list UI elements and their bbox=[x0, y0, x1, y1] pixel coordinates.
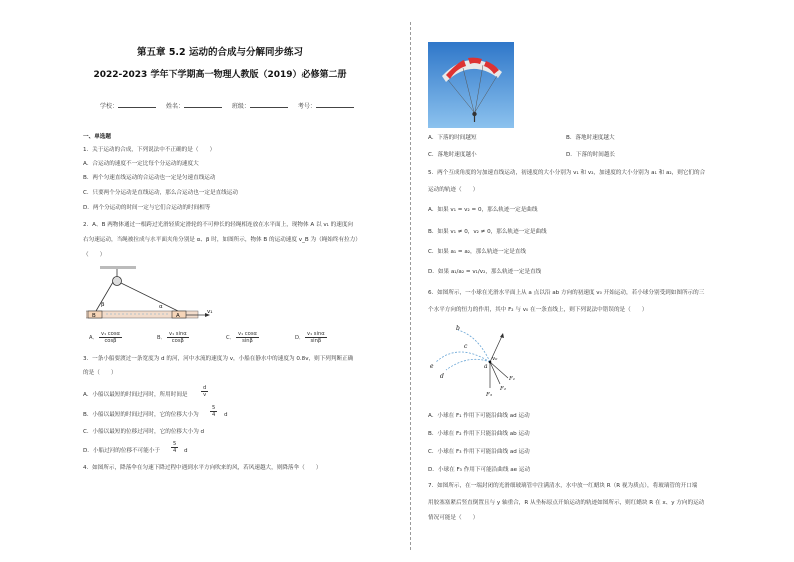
q6-option-a: A．小球在 F₁ 作用下可能沿曲线 ad 运动 bbox=[428, 413, 530, 419]
parachute-photo bbox=[428, 42, 514, 128]
q2-line-1: 2．A、B 两物体通过一根跨过光滑轻质定滑轮的不可伸长的轻绳相连放在水平面上，现物体 A 以 v₁ 的速度向 bbox=[83, 222, 354, 228]
q6-option-b: B．小球在 F₂ 作用下只能沿曲线 ab 运动 bbox=[428, 431, 530, 437]
q4-option-c: C．落地时速度越小 bbox=[428, 152, 477, 158]
q3-option-a: A．小船以最短的时间过河时，所用时间是 bbox=[83, 392, 188, 398]
document-title: 第五章 5.2 运动的合成与分解同步练习 bbox=[137, 47, 303, 58]
q1-stem: 1．关于运动的合成，下列说法中不正确的是（ ） bbox=[83, 147, 216, 153]
q4-stem: 4．如图所示，降落伞在匀速下降过程中遇到水平方向吹来的风，若风速越大，则降落伞（ ） bbox=[83, 465, 322, 471]
q3-option-d-fraction: $\frac{5}{4}$ bbox=[173, 441, 177, 454]
q3-option-d: D．小船过河的位移不可能小于 bbox=[83, 448, 161, 454]
skydiver-icon bbox=[472, 112, 476, 116]
id-label: 考号： bbox=[297, 103, 316, 110]
q2-pulley-figure bbox=[86, 262, 216, 324]
q3-line-2: 的是（ ） bbox=[83, 370, 117, 376]
q5-line-1: 5．两个互成角度的匀加速直线运动，初速度的大小分别为 v₁ 和 v₂，加速度的大小分别为 a₁ 和 a₂，则它们的合 bbox=[428, 170, 706, 176]
arrowhead-icon bbox=[500, 333, 504, 338]
q5-option-a: A．如果 v₁ = v₂ = 0，那么轨迹一定是曲线 bbox=[428, 207, 538, 213]
name-blank bbox=[184, 101, 222, 108]
curve-ae bbox=[436, 352, 490, 362]
q3-option-d-suffix: d bbox=[184, 448, 188, 454]
curve-ab bbox=[458, 330, 490, 362]
svg-text:d: d bbox=[440, 373, 444, 380]
svg-text:e: e bbox=[430, 363, 434, 370]
q2-option-d: D． v₁ sinα sinβ bbox=[295, 331, 325, 344]
svg-text:F₃: F₃ bbox=[486, 392, 493, 398]
label-a: A bbox=[176, 313, 180, 319]
label-alpha: α bbox=[159, 304, 163, 310]
q5-option-b: B．如果 v₁ ≠ 0，v₂ ≠ 0，那么轨迹一定是曲线 bbox=[428, 229, 547, 235]
q6-trajectory-figure bbox=[428, 322, 528, 400]
q6-option-d: D．小球在 F₃ 作用下可能沿曲线 ae 运动 bbox=[428, 467, 531, 473]
q2-option-c: C． v₁ cosα sinβ bbox=[226, 331, 257, 344]
q4-option-b: B．落地时速度越大 bbox=[566, 135, 615, 141]
q1-option-c: C．只要两个分运动是直线运动，那么合运动也一定是直线运动 bbox=[83, 190, 238, 196]
q1-option-a: A．合运动的速度不一定比每个分运动的速度大 bbox=[83, 161, 199, 167]
point-a bbox=[489, 361, 492, 364]
f2-arrow bbox=[490, 362, 500, 384]
id-blank bbox=[316, 101, 354, 108]
svg-text:v₀: v₀ bbox=[492, 356, 498, 362]
svg-text:c: c bbox=[464, 343, 468, 350]
q5-option-d: D．如果 a₁/a₂ = v₁/v₂，那么轨迹一定是直线 bbox=[428, 269, 542, 275]
q3-option-a-fraction: $\frac{d}{v}$ bbox=[203, 385, 207, 398]
label-beta: β bbox=[101, 302, 105, 308]
q3-option-c: C．小船以最短的位移过河时，它的位移大小为 d bbox=[83, 429, 205, 435]
ceiling bbox=[100, 266, 136, 269]
q5-line-2: 运动的轨迹（ ） bbox=[428, 187, 479, 193]
f1-arrow bbox=[490, 362, 508, 378]
document-subtitle: 2022-2023 学年下学期高一物理人教版（2019）必修第二册 bbox=[93, 70, 347, 80]
q3-line-1: 3．一条小船要渡过一条宽度为 d 的河，河中水流的速度为 v，小船在静水中的速度为 0.8v，则下列判断正确 bbox=[83, 356, 354, 362]
q3-option-b-fraction: $\frac{5}{4}$ bbox=[212, 405, 216, 418]
q2-option-b: B． v₁ sinα cosβ bbox=[157, 331, 187, 344]
q6-line-1: 6．如图所示，一小球在光滑水平面上从 a 点以沿 ab 方向的初速度 v₀ 开始运动，若小球分别受到如图所示的三 bbox=[428, 290, 705, 296]
q5-option-c: C．如果 a₁ = a₂，那么轨迹一定是直线 bbox=[428, 249, 526, 255]
sky-background bbox=[428, 42, 514, 128]
q3-option-b-suffix: d bbox=[224, 412, 228, 418]
class-blank bbox=[250, 101, 288, 108]
q6-option-c: C．小球在 F₃ 作用下可能沿曲线 ad 运动 bbox=[428, 449, 530, 455]
rope-right bbox=[121, 283, 178, 311]
school-blank bbox=[118, 101, 156, 108]
pulley-icon bbox=[113, 277, 122, 286]
q4-option-a: A．下落的时间越短 bbox=[428, 135, 477, 141]
svg-text:a: a bbox=[484, 363, 488, 370]
svg-text:F₂: F₂ bbox=[500, 386, 507, 392]
column-divider bbox=[410, 22, 411, 550]
q2-option-a: A． v₁ cosα cosβ bbox=[89, 331, 120, 344]
q7-line-1: 7．如图所示，在一端封闭的光滑细玻璃管中注满清水，水中放一红蜡块 R（R 视为质点），将玻璃管的开口端 bbox=[428, 483, 698, 489]
q7-line-3: 情况可能是（ ） bbox=[428, 515, 479, 521]
q2-paren: （ ） bbox=[83, 252, 106, 258]
school-label: 学校： bbox=[100, 103, 119, 110]
q4-option-d: D．下落的时间越长 bbox=[566, 152, 616, 158]
q1-option-d: D．两个分运动的时间一定与它们合运动的时间相等 bbox=[83, 205, 211, 211]
class-label: 班级： bbox=[231, 103, 250, 110]
student-info-line bbox=[100, 101, 362, 110]
svg-text:F₁: F₁ bbox=[509, 376, 516, 382]
q2-line-2: 右匀速运动，当绳被拉成与水平面夹角分别是 α、β 时，如图所示，物体 B 的运动速度 v_B 为（绳始终有拉力） bbox=[83, 237, 361, 243]
q7-line-2: 用胶塞塞紧后竖直倒置且与 y 轴重合，R 从坐标原点开始运动的轨迹如图所示，则红蜡块 R 在 x、y 方向的运动 bbox=[428, 500, 705, 506]
svg-text:b: b bbox=[456, 325, 460, 332]
name-label: 姓名： bbox=[165, 103, 184, 110]
label-v1: v₁ bbox=[207, 309, 213, 315]
q6-line-2: 个水平方向的恒力的作用，其中 F₂ 与 v₀ 在一条直线上，则下列说法中错误的是（ ） bbox=[428, 307, 648, 313]
label-b: B bbox=[92, 313, 96, 319]
q3-option-b: B．小船以最短的时间过河时，它的位移大小为 bbox=[83, 412, 199, 418]
q1-option-b: B．两个匀速直线运动的合运动也一定是匀速直线运动 bbox=[83, 175, 216, 181]
section-heading: 一、单选题 bbox=[83, 134, 111, 140]
